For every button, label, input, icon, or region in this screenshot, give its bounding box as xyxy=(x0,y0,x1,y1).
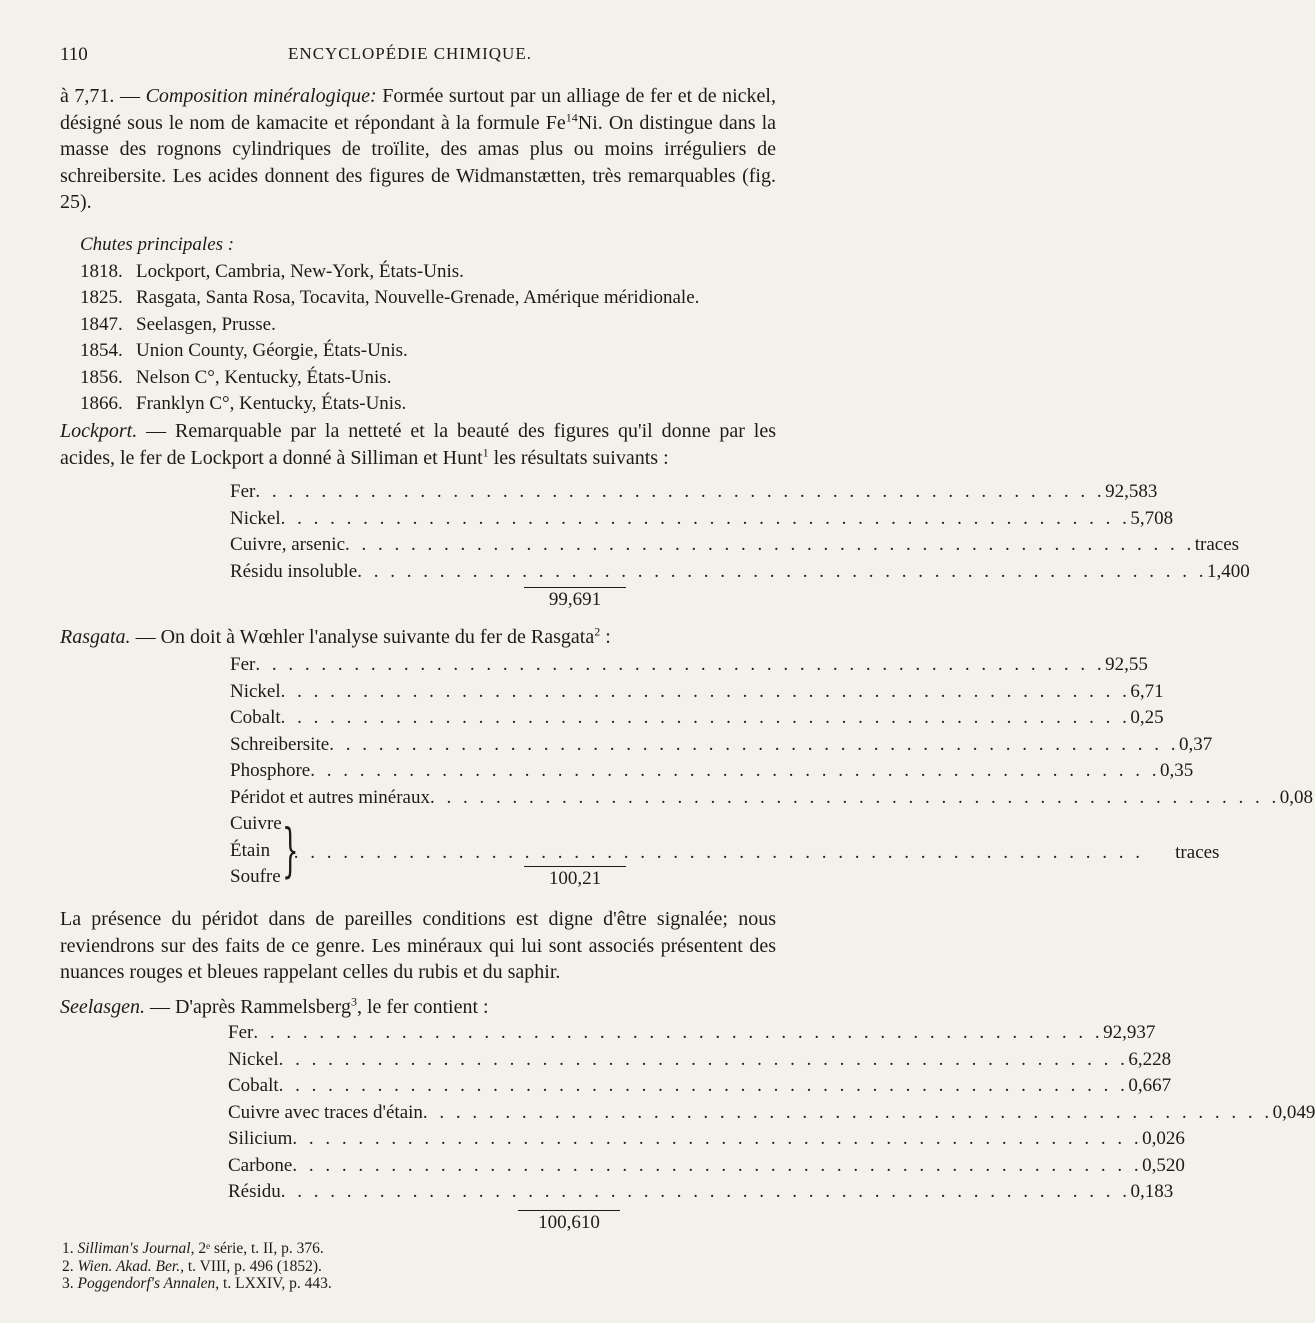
chutes-list xyxy=(80,232,699,418)
component-value: traces xyxy=(1194,534,1240,555)
rasgata-heading: Rasgata. xyxy=(60,626,131,648)
chute-year: 1847. xyxy=(80,313,123,335)
analysis-row xyxy=(230,481,1158,508)
analysis-row xyxy=(230,534,1240,561)
analysis-row xyxy=(228,1075,1172,1102)
analysis-row xyxy=(228,1048,1172,1076)
analysis-row xyxy=(230,760,1194,787)
component-value: 0,667 xyxy=(1128,1075,1172,1096)
component-name: Cuivre, arsenic xyxy=(230,534,346,555)
chute-entry xyxy=(80,365,699,392)
footnote-number: 2. xyxy=(62,1257,74,1275)
component-value: 0,520 xyxy=(1142,1154,1185,1176)
footnotes xyxy=(62,1240,332,1293)
component-name: Résidu insoluble xyxy=(230,560,358,582)
leader-dots xyxy=(255,481,1105,503)
trace-element-name: Soufre xyxy=(230,866,281,887)
chute-place: Lockport, Cambria, New-York, États-Unis. xyxy=(136,260,464,282)
leader-dots xyxy=(279,1049,1129,1071)
component-value: 92,937 xyxy=(1103,1022,1156,1043)
leader-dots xyxy=(430,787,1280,809)
footnote-detail: 2ᵉ série, t. II, p. 376. xyxy=(194,1240,324,1257)
footnote-detail: t. VIII, p. 496 (1852). xyxy=(183,1257,322,1275)
chute-year: 1856. xyxy=(80,366,123,388)
component-value: 5,708 xyxy=(1130,507,1174,529)
chute-place: Franklyn C°, Kentucky, États-Unis. xyxy=(136,393,407,414)
leader-dots xyxy=(292,1128,1142,1150)
trace-element-name: Cuivre xyxy=(230,813,282,834)
component-name: Fer xyxy=(228,1022,254,1043)
leader-dots xyxy=(357,561,1207,583)
leader-dots xyxy=(255,654,1105,676)
analysis-row xyxy=(230,654,1148,681)
lockport-paragraph xyxy=(60,418,776,471)
leader-dots xyxy=(253,1022,1103,1044)
leader-dots xyxy=(281,1181,1131,1203)
footnote-number: 3. xyxy=(62,1275,74,1292)
component-name: Fer xyxy=(230,481,256,502)
component-name: Nickel xyxy=(230,507,281,529)
analysis-row xyxy=(230,507,1174,535)
group-value: traces xyxy=(1175,841,1220,863)
component-value: 6,71 xyxy=(1130,680,1164,702)
component-name: Nickel xyxy=(230,680,281,702)
component-value: 0,049 xyxy=(1272,1101,1315,1123)
component-name: Phosphore xyxy=(230,760,311,781)
seelasgen-paragraph xyxy=(60,994,776,1021)
footnote xyxy=(62,1275,332,1293)
lockport-heading: Lockport. xyxy=(60,420,138,442)
chute-entry xyxy=(80,338,699,365)
footnote xyxy=(62,1258,332,1276)
trace-element-name: Étain xyxy=(230,839,271,861)
intro-text-b: Ni. On distingue dans la masse des rognons cylindriques de troïlite, des amas plus ou moins irréguliers de schreibersite. Les acides donnent des figures de Widmanstætten, très remarquables (fig. 25). xyxy=(60,111,777,213)
seelasgen-heading: Seelasgen. xyxy=(60,996,145,1018)
component-name: Carbone xyxy=(228,1154,293,1176)
leader-dots xyxy=(281,508,1131,530)
seelasgen-total-row xyxy=(228,1210,620,1238)
component-name: Cobalt xyxy=(228,1075,279,1096)
component-value: 0,37 xyxy=(1178,733,1213,755)
chute-year: 1825. xyxy=(80,287,123,308)
analysis-row xyxy=(228,1128,1185,1155)
component-value: 6,228 xyxy=(1128,1048,1172,1070)
lockport-analysis-table xyxy=(230,481,1250,615)
analysis-row xyxy=(230,707,1164,734)
component-value: 92,583 xyxy=(1105,481,1158,502)
rasgata-paragraph xyxy=(60,624,776,651)
leader-dots xyxy=(423,1102,1273,1124)
component-value: 0,183 xyxy=(1130,1181,1174,1202)
leader-dots xyxy=(345,534,1195,556)
component-name: Cuivre avec traces d'étain xyxy=(228,1101,423,1123)
component-name: Nickel xyxy=(228,1048,279,1070)
intro-heading: Composition minéralogique: xyxy=(145,85,377,107)
component-name: Résidu xyxy=(228,1181,281,1202)
rasgata-text-a: — On doit à Wœhler l'analyse suivante du fer de Rasgata xyxy=(130,626,595,648)
component-value: 1,400 xyxy=(1206,560,1250,582)
leader-dots xyxy=(279,1075,1129,1097)
page-number: 110 xyxy=(60,44,88,65)
chute-place: Union County, Géorgie, États-Unis. xyxy=(136,340,408,361)
chute-place: Rasgata, Santa Rosa, Tocavita, Nouvelle-Grenade, Amérique méridionale. xyxy=(136,287,700,308)
footnote-ref-2: 2 xyxy=(594,624,601,639)
chute-year: 1854. xyxy=(80,340,123,361)
footnote-ref-3: 3 xyxy=(350,994,357,1009)
formula-superscript: 14 xyxy=(565,109,578,124)
chute-entry xyxy=(80,259,699,286)
component-name: Cobalt xyxy=(230,707,281,728)
component-name: Péridot et autres minéraux xyxy=(230,786,430,808)
chute-year: 1866. xyxy=(80,393,123,414)
component-value: 92,55 xyxy=(1105,654,1148,675)
seelasgen-text-b: , le fer contient : xyxy=(356,996,489,1018)
component-value: 0,35 xyxy=(1159,760,1194,781)
seelasgen-analysis-table xyxy=(228,1022,1315,1238)
rasgata-analysis-table xyxy=(230,654,1313,894)
chute-entry xyxy=(80,285,699,312)
peridot-paragraph: La présence du péridot dans de pareilles conditions est digne d'être signalée; nous reviendrons sur des faits de ce genre. Les minéraux qui lui sont associés présentent des nuances rouges et bleues rappelant celles du rubis et du saphir. xyxy=(60,908,776,983)
intro-start: à 7,71. — xyxy=(60,85,146,107)
analysis-row xyxy=(230,680,1164,708)
component-name: Fer xyxy=(230,654,256,675)
seelasgen-total: 100,610 xyxy=(518,1210,620,1238)
analysis-row xyxy=(228,1181,1174,1208)
chute-year: 1818. xyxy=(80,260,123,282)
lockport-total: 99,691 xyxy=(524,587,626,615)
footnote-ref-1: 1 xyxy=(482,444,489,459)
analysis-row xyxy=(228,1101,1315,1129)
intro-text-a: Formée surtout par un alliage de fer et de nickel, désigné sous le nom de kamacite et répondant à la formule Fe xyxy=(60,85,776,134)
lockport-text-a: — Remarquable par la netteté et la beauté des figures qu'il donne par les acides, le fer de Lockport a donné à Silliman et Hunt xyxy=(60,420,776,469)
footnote-title: Wien. Akad. Ber., xyxy=(77,1257,184,1275)
leader-dots xyxy=(281,681,1131,703)
analysis-row xyxy=(228,1022,1156,1049)
chute-place: Seelasgen, Prusse. xyxy=(136,313,276,335)
component-name: Schreibersite xyxy=(230,733,330,755)
footnote-number: 1. xyxy=(62,1240,74,1257)
leader-dots xyxy=(329,734,1179,756)
leader-dots xyxy=(292,1155,1142,1177)
leader-dots xyxy=(310,760,1160,782)
seelasgen-text-a: — D'après Rammelsberg xyxy=(144,996,351,1018)
rasgata-total: 100,21 xyxy=(524,866,626,894)
chute-entry xyxy=(80,391,699,418)
analysis-row xyxy=(230,786,1313,814)
component-value: 0,026 xyxy=(1142,1128,1185,1149)
leader-dots xyxy=(294,842,1144,864)
intro-paragraph xyxy=(60,83,776,216)
rasgata-text-b: : xyxy=(600,626,611,648)
chutes-heading: Chutes principales : xyxy=(80,234,235,255)
footnote xyxy=(62,1240,332,1258)
chute-place: Nelson C°, Kentucky, États-Unis. xyxy=(136,366,392,388)
component-value: 0,25 xyxy=(1130,707,1164,728)
running-title: ENCYCLOPÉDIE CHIMIQUE. xyxy=(288,44,532,63)
leader-dots xyxy=(281,707,1131,729)
running-header xyxy=(60,44,760,72)
lockport-total-row xyxy=(230,587,626,615)
component-value: 0,08 xyxy=(1279,786,1313,808)
component-name: Silicium xyxy=(228,1128,293,1149)
analysis-row xyxy=(230,733,1213,761)
footnote-detail: t. LXXIV, p. 443. xyxy=(219,1275,332,1292)
footnote-title: Silliman's Journal, xyxy=(77,1240,195,1257)
brace-icon: } xyxy=(281,816,299,884)
footnote-title: Poggendorf's Annalen, xyxy=(77,1275,220,1292)
analysis-row xyxy=(230,560,1250,588)
lockport-text-b: les résultats suivants : xyxy=(488,446,669,469)
analysis-row xyxy=(228,1154,1185,1182)
chute-entry xyxy=(80,312,699,339)
